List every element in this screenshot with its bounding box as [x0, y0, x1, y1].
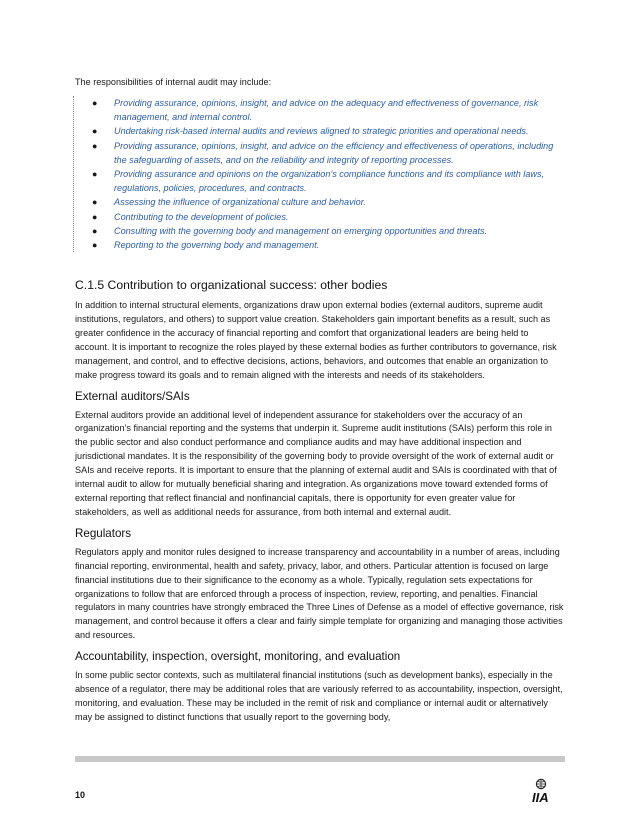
list-item: ● Consulting with the governing body and management on emerging opportunities and threats. [114, 224, 565, 238]
list-item: ● Providing assurance, opinions, insight, and advice on the adequacy and effectiveness of governance, risk management, and internal control. [92, 97, 539, 123]
section-body-c15: In addition to internal structural elements, organizations draw upon external bodies (external auditors, supreme audit institutions, regulators, and others) to support value creation. Stakeholders gain important benefits as a result, such as greater confidence in the accuracy of financial reporting and comfort that organizational leaders are being held to account. It is important to recognize the roles played by these external bodies as further contributors to governance, risk management, and control, and to effective decisions, actions, behaviors, and outcomes that enable an organization to make progress toward its goals and to remain aligned with the interests and needs of its stakeholders. [75, 300, 557, 380]
bullet-icon: ● [92, 225, 98, 236]
list-item: ● Undertaking risk-based internal audits and reviews aligned to strategic priorities and operational needs. [114, 124, 565, 138]
section-heading-regulators: Regulators [75, 526, 132, 540]
responsibilities-list [73, 96, 565, 252]
list-item: ● Providing assurance and opinions on the organization’s compliance functions and its compliance with laws, regulations, policies, procedures, and contracts. [92, 168, 545, 194]
section-body-accountability: In some public sector contexts, such as multilateral financial institutions (such as development banks), especially in the absence of a regulator, there may be additional roles that are variously referred to as accountability, inspection, oversight, monitoring, and evaluation. These may be included in the remit of risk and compliance or internal audit or alternatively may be assigned to distinct functions that usually report to the governing body, [75, 670, 563, 722]
bullet-icon: ● [92, 211, 98, 222]
iia-logo-icon [531, 778, 565, 804]
bullet-icon: ● [92, 97, 98, 108]
list-item: ● Assessing the influence of organizational culture and behavior. [114, 195, 565, 209]
footer-divider [75, 756, 565, 762]
list-item: ● Providing assurance, opinions, insight, and advice on the efficiency and effectiveness of operations, including the safeguarding of assets, and on the reliability and integrity of reporting processes. [92, 140, 554, 165]
bullet-icon: ● [92, 140, 98, 151]
section-heading-accountability: Accountability, inspection, oversight, monitoring, and evaluation [75, 650, 401, 664]
bullet-icon: ● [92, 126, 98, 137]
section-body-external-auditors: External auditors provide an additional level of independent assurance for stakeholders over the accuracy of an organization’s financial reporting and the systems that underpin it. Supreme audit institutions (SAIs) perform this role in the public sector and also conduct performance and compliance audits and may have additional inspection and jurisdictional mandates. It is the responsibility of the governing body to provide oversight of the work of external audit or SAIs and receive reports. It is important to ensure that the planning of external audit and SAIs is coordinated with that of internal audit to allow for mutually beneficial sharing and integration. As organizations move toward extended forms of external reporting that reflect financial and nonfinancial capitals, there is opportunity for even greater value for stakeholders, as well as additional needs for assurance, from both internal and external audit. [75, 409, 557, 517]
bullet-icon: ● [92, 197, 98, 208]
bullet-icon: ● [92, 168, 98, 179]
bullet-icon: ● [92, 239, 98, 250]
page-number: 10 [75, 790, 86, 800]
section-heading-c15: C.1.5 Contribution to organizational success: other bodies [75, 278, 388, 293]
list-item: ● Contributing to the development of policies. [114, 210, 565, 224]
logo-text: IIA [532, 790, 549, 804]
intro-text: The responsibilities of internal audit may include: [75, 77, 272, 87]
list-item: ● Reporting to the governing body and management. [114, 238, 565, 252]
section-body-regulators: Regulators apply and monitor rules designed to increase transparency and accountability in a number of areas, including financial reporting, environmental, health and safety, privacy, labor, and others. Particular attention is focused on large financial institutions due to their significance to the economy as a whole. Typically, regulation sets expectations for organizations to follow that are enforced through a process of inspection, review, reporting, and penalties. Financial regulators in many countries have strongly embraced the Three Lines of Defense as a model of effective governance, risk management, and control because it offers a clear and fairly simple template for organizing and managing those activities and resources. [75, 546, 564, 641]
page-content [75, 76, 565, 725]
section-heading-external-auditors: External auditors/SAIs [75, 389, 190, 403]
